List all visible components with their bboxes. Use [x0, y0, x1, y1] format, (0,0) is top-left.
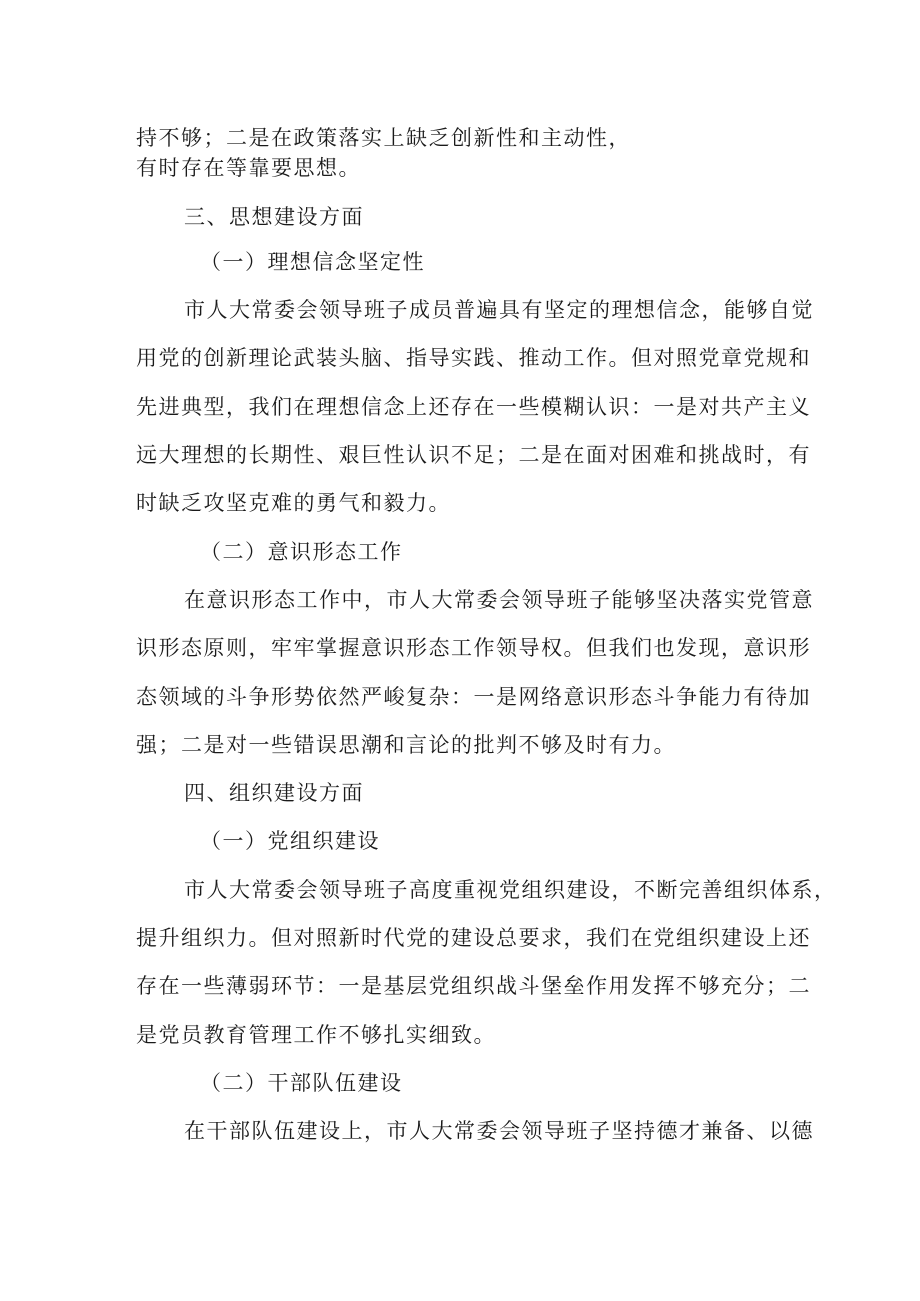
paragraph-continuation-line: 有时存在等靠要思想。	[136, 156, 361, 180]
paragraph-line: 提升组织力。但对照新时代党的建设总要求，我们在党组织建设上还	[136, 926, 811, 950]
paragraph-line: 强；二是对一些错误思潮和言论的批判不够及时有力。	[136, 733, 676, 757]
subsection-heading: （二）意识形态工作	[200, 540, 403, 564]
section-heading: 三、思想建设方面	[184, 205, 364, 229]
paragraph-first-line: 市人大常委会领导班子高度重视党组织建设，不断完善组织体系，	[184, 878, 837, 902]
subsection-heading: （一）党组织建设	[200, 829, 380, 853]
paragraph-line: 识形态原则，牢牢掌握意识形态工作领导权。但我们也发现，意识形	[136, 636, 811, 660]
subsection-heading: （一）理想信念坚定性	[200, 250, 425, 274]
paragraph-line: 用党的创新理论武装头脑、指导实践、推动工作。但对照党章党规和	[136, 346, 811, 370]
paragraph-line: 时缺乏攻坚克难的勇气和毅力。	[136, 491, 451, 515]
paragraph-line: 远大理想的长期性、艰巨性认识不足；二是在面对困难和挑战时，有	[136, 443, 811, 467]
paragraph-line: 先进典型，我们在理想信念上还存在一些模糊认识：一是对共产主义	[136, 395, 811, 419]
section-heading: 四、组织建设方面	[184, 781, 364, 805]
paragraph-line: 是党员教育管理工作不够扎实细致。	[136, 1023, 496, 1047]
subsection-heading: （二）干部队伍建设	[200, 1071, 403, 1095]
paragraph-first-line: 市人大常委会领导班子成员普遍具有坚定的理想信念，能够自觉	[184, 298, 814, 322]
paragraph-first-line: 在意识形态工作中，市人大常委会领导班子能够坚决落实党管意	[184, 588, 814, 612]
paragraph-line: 态领域的斗争形势依然严峻复杂：一是网络意识形态斗争能力有待加	[136, 685, 811, 709]
paragraph-first-line: 在干部队伍建设上，市人大常委会领导班子坚持德才兼备、以德	[184, 1119, 814, 1143]
paragraph-line: 存在一些薄弱环节：一是基层党组织战斗堡垒作用发挥不够充分；二	[136, 974, 811, 998]
paragraph-continuation-line: 持不够；二是在政策落实上缺乏创新性和主动性，	[136, 126, 631, 150]
